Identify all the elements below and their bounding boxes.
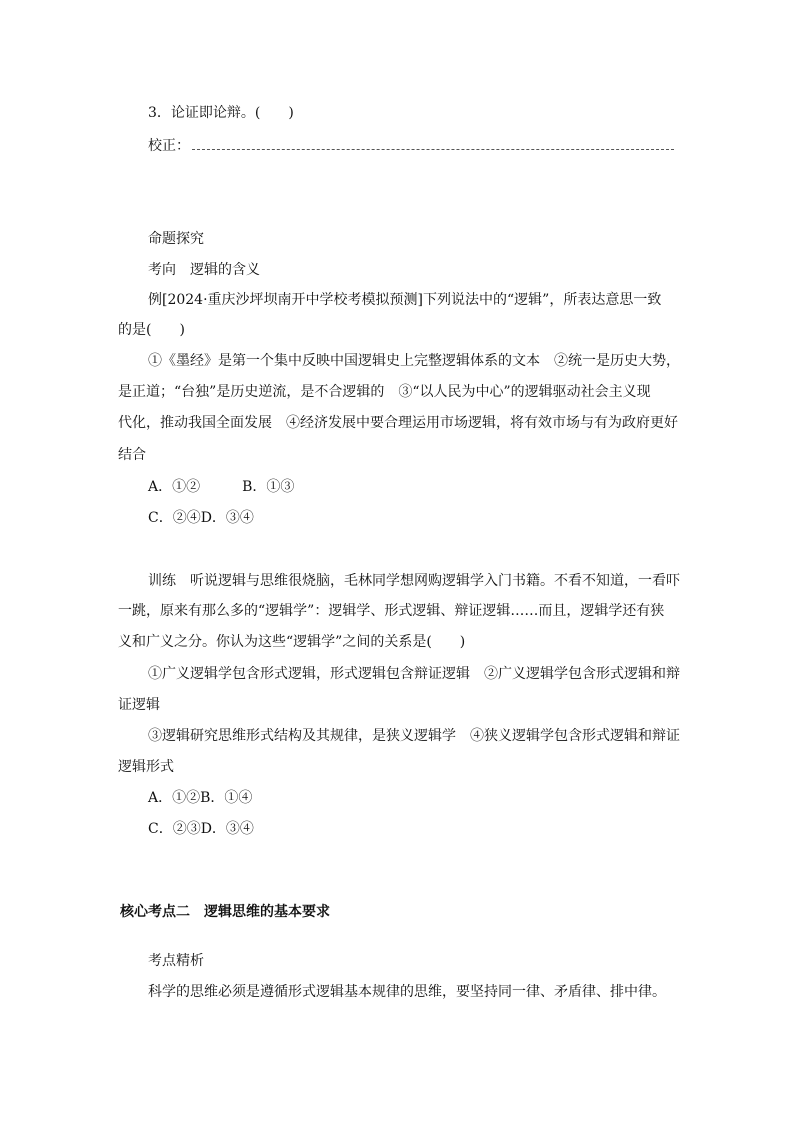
exam-direction: 考向 逻辑的含义 — [148, 262, 260, 278]
training-option-line: C．②③D．③④ — [148, 821, 254, 837]
analysis-text: 科学的思维必须是遵循形式逻辑基本规律的思维，要坚持同一律、矛盾律、排中律。 — [148, 984, 666, 1000]
training-line: 一跳，原来有那么多的“逻辑学”：逻辑学、形式逻辑、辩证逻辑……而且，逻辑学还有狭 — [118, 603, 665, 619]
training-line: 义和广义之分。你认为这些“逻辑学”之间的关系是( ) — [118, 634, 466, 650]
training-option-line: A．①②B．①④ — [148, 790, 253, 806]
training-line: ①广义逻辑学包含形式逻辑，形式逻辑包含辩证逻辑 ②广义逻辑学包含形式逻辑和辩 — [148, 666, 680, 682]
analysis-heading: 考点精析 — [148, 953, 204, 969]
example-line: 的是( ) — [118, 322, 185, 338]
example-option-line: A．①② B．①③ — [148, 479, 295, 495]
training-line: ③逻辑研究思维形式结构及其规律，是狭义逻辑学 ④狭义逻辑学包含形式逻辑和辩证 — [148, 728, 680, 744]
proposition-heading: 命题探究 — [148, 231, 204, 247]
training-line: 逻辑形式 — [118, 759, 174, 775]
correction-label: 校正： — [148, 138, 190, 154]
training-line: 训练 听说逻辑与思维很烧脑，毛林同学想网购逻辑学入门书籍。不看不知道，一看吓 — [148, 573, 680, 589]
core-point-title: 核心考点二 逻辑思维的基本要求 — [120, 904, 330, 920]
example-line: ①《墨经》是第一个集中反映中国逻辑史上完整逻辑体系的文本 ②统一是历史大势， — [148, 353, 680, 369]
example-line: 代化，推动我国全面发展 ④经济发展中要合理运用市场逻辑，将有效市场与有为政府更好 — [118, 415, 678, 431]
example-line: 例[2024·重庆沙坪坝南开中学校考模拟预测]下列说法中的“逻辑”，所表达意思一致 — [148, 292, 662, 308]
example-line: 是正道；“台独”是历史逆流，是不合逻辑的 ③“以人民为中心”的逻辑驱动社会主义现 — [118, 384, 651, 400]
question-3-line: 3．论证即论辩。( ) — [148, 105, 294, 121]
correction-answer-line — [192, 149, 674, 150]
example-line: 结合 — [118, 447, 146, 463]
training-line: 证逻辑 — [118, 697, 160, 713]
example-option-line: C．②④D．③④ — [148, 510, 254, 526]
